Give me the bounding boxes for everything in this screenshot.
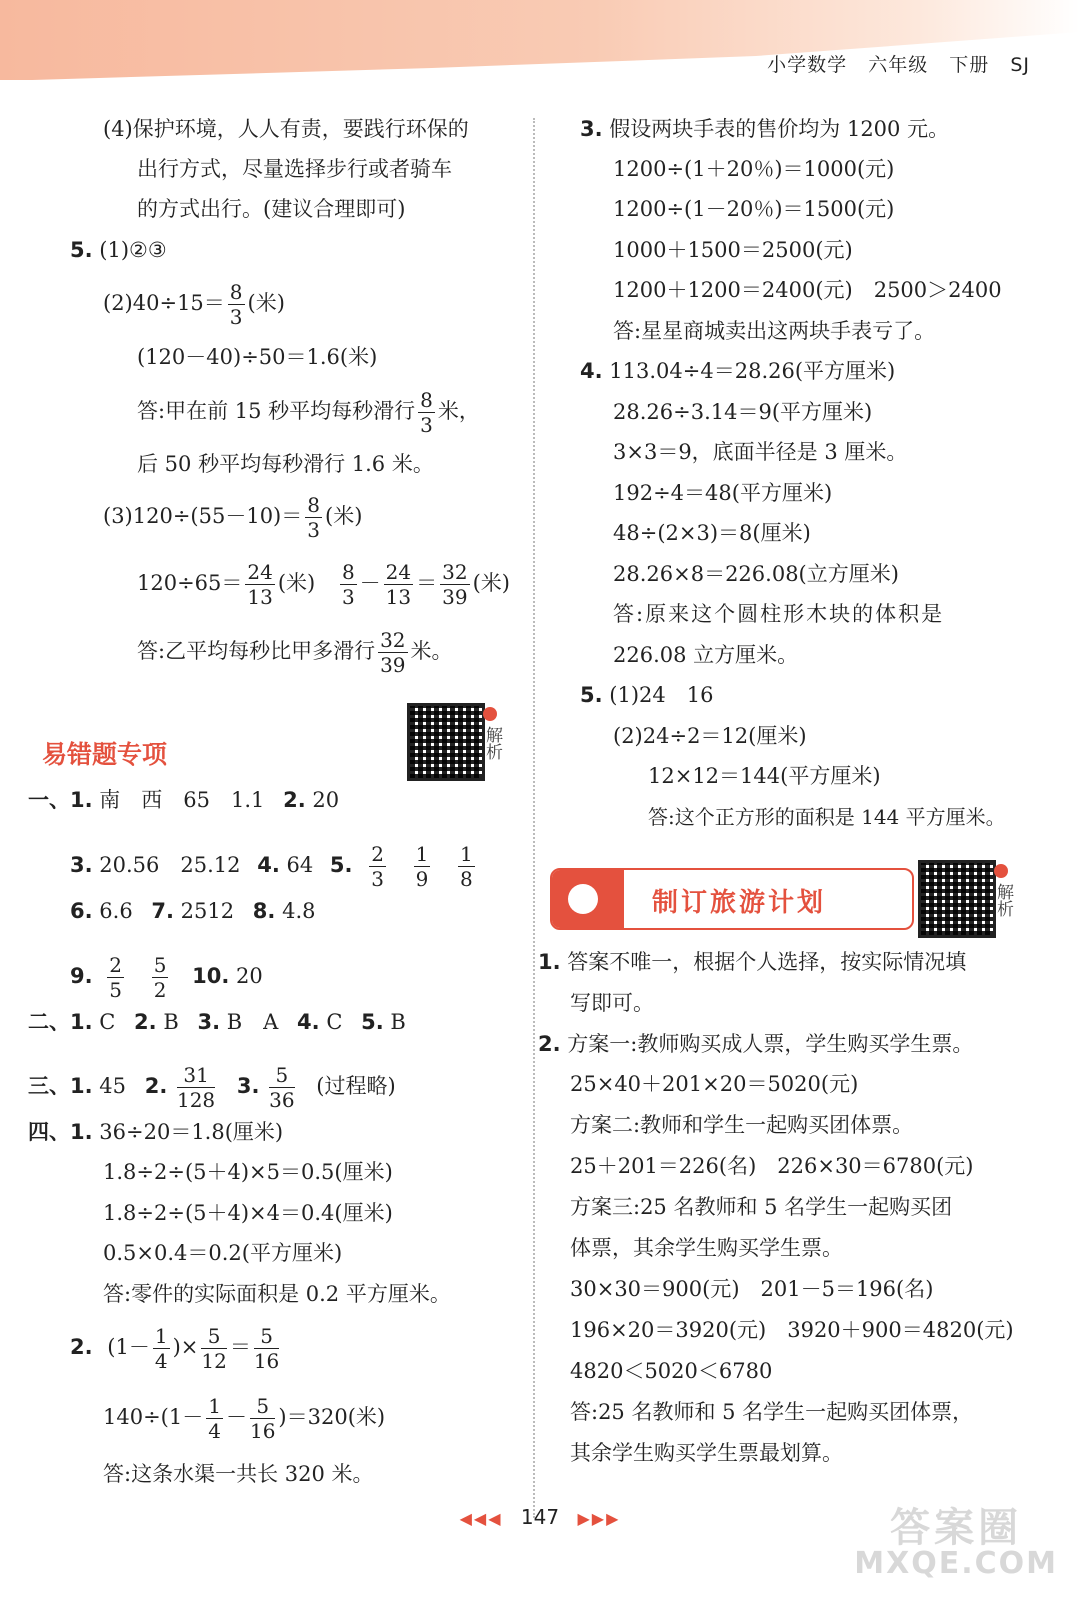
text-line: 4820＜5020＜6780 [570,1359,773,1383]
text-line: (4)保护环境，人人有责，要践行环保的 [103,117,469,141]
unit: (米) [277,571,316,595]
text-line: 方案三:25 名教师和 5 名学生一起购买团 [570,1195,953,1219]
question-number: 9. [70,964,93,988]
answer-text: C [326,1010,343,1034]
numerator: 8 [420,388,433,412]
section-title: 易错题专项 [42,740,168,769]
text-line: 3×3＝9，底面半径是 3 厘米。 [613,440,908,464]
question-number: 3. [197,1010,221,1034]
numerator: 1 [460,842,473,866]
banner-title: 制订旅游计划 [652,888,827,918]
fraction [369,842,386,891]
answer-line [70,1324,282,1373]
text-line: 1200÷(1＋20％)＝1000(元) [613,157,895,181]
fraction [458,842,475,891]
header-edition: SJ [1010,54,1030,76]
fraction [206,1394,223,1443]
fraction [152,953,169,1002]
operator: ＝ [416,571,438,595]
numerator: 32 [380,628,406,652]
equation: (2)40÷15＝ [103,291,225,315]
text-line: 答:这条水渠一共长 320 米。 [103,1462,374,1486]
header-volume: 下册 [949,54,990,76]
text-line: 12×12＝144(平方厘米) [648,764,881,788]
denominator: 3 [371,867,384,891]
answer-text: 45 [99,1074,127,1098]
fraction [305,493,322,542]
question-number: 5. [361,1010,384,1034]
numerator: 8 [307,493,320,517]
text-line: 1000＋1500＝2500(元) [613,238,853,262]
fraction [107,953,124,1002]
watermark-line2: MXQE.COM [854,1546,1058,1581]
unit: (米) [472,571,510,595]
question-number: 3. [580,117,603,141]
text-line: 体票，其余学生购买学生票。 [570,1236,843,1260]
answer-text: (1)24 16 [609,683,714,707]
answer-text: 米。 [410,639,453,663]
denominator: 13 [385,585,412,609]
equation: )× [172,1335,199,1359]
fraction [245,560,274,609]
text-line: 28.26×8＝226.08(立方厘米) [613,562,899,586]
fraction [153,1324,170,1373]
numerator: 5 [201,1324,226,1349]
numerator: 31 [177,1063,215,1088]
play-icon [994,864,1008,878]
banner-dot-icon [568,884,598,914]
answer-text: 113.04÷4＝28.26(平方厘米) [609,359,896,383]
numerator: 32 [442,560,468,584]
question-number: 10. [192,964,230,988]
text-line: 25×40＋201×20＝5020(元) [570,1072,859,1096]
answer-text: 答:乙平均每秒比甲多滑行 [137,639,376,663]
question-number: 6. [70,899,93,923]
answer-text: 64 [286,853,314,877]
watermark-line1: 答案圈 [890,1505,1023,1551]
text-line: 写即可。 [570,991,654,1015]
answer-line [28,1118,283,1146]
question-number: 5. [70,238,93,262]
equation: (1－ [107,1335,150,1359]
text-line: 0.5×0.4＝0.2(平方厘米) [103,1241,343,1265]
equation: 140÷(1－ [103,1405,204,1429]
fraction [418,388,435,437]
numerator: 2 [371,842,384,866]
denominator: 36 [269,1088,295,1112]
unit: (米) [325,504,363,528]
unit: (米) [247,291,285,315]
fraction [414,842,431,891]
text-line: 的方式出行。(建议合理即可) [137,197,406,221]
denominator: 3 [341,585,355,609]
text-line: 答:星星商城卖出这两块手表亏了。 [613,319,936,343]
text-line: 出行方式，尽量选择步行或者骑车 [137,157,452,181]
question-number: 2. [538,1032,561,1056]
text-line: (120－40)÷50＝1.6(米) [137,345,378,369]
denominator: 2 [153,978,167,1002]
header-info [753,50,1030,77]
prev-arrows-icon[interactable]: ◀◀◀ [459,1509,503,1528]
denominator: 13 [247,585,273,609]
answer-line [103,1394,385,1443]
answer-line [580,357,895,385]
question-number: 5. [580,683,603,707]
answer-text: C [99,1010,116,1034]
answer-line [103,493,362,542]
answer-line [28,1063,396,1112]
question-number: 7. [151,899,174,923]
answer-line [70,236,167,264]
question-number: 1. [538,950,561,974]
question-number: 2. [283,788,306,812]
answer-text: 假设两块手表的售价均为 1200 元。 [609,117,950,141]
denominator: 16 [253,1349,280,1373]
answer-line [28,786,339,814]
fraction [177,1063,215,1112]
qr-code[interactable] [918,860,996,938]
numerator: 2 [109,953,123,977]
answer-line [70,842,478,891]
denominator: 12 [201,1349,227,1373]
answer-line [137,388,480,437]
fraction [378,628,407,677]
text-line: 方案二:教师和学生一起购买团体票。 [570,1113,914,1137]
numerator: 1 [415,842,429,866]
numerator: 5 [254,1324,279,1349]
answer-text: 20 [312,788,340,812]
answer-line [103,280,285,329]
question-number: 4. [257,853,280,877]
answer-line [538,948,966,976]
answer-line [137,628,453,677]
operator: － [225,1405,247,1429]
answer-line [137,560,510,609]
question-number: 3. [70,853,93,877]
question-number: 三、1. [28,1074,93,1098]
numerator: 24 [385,560,412,584]
fraction [254,1324,279,1373]
answer-text: 答:甲在前 15 秒平均每秒滑行 [137,399,416,423]
text-line: 答:25 名教师和 5 名学生一起购买团体票， [570,1400,974,1424]
text-line: 1200÷(1－20％)＝1500(元) [613,197,895,221]
answer-text: 南 西 65 1.1 [99,788,265,812]
text-line: (2)24÷2＝12(厘米) [613,724,807,748]
fraction [384,560,413,609]
fraction [340,560,357,609]
answer-line [70,897,315,925]
question-number: 二、1. [28,1010,93,1034]
text-line: 后 50 秒平均每秒滑行 1.6 米。 [137,452,434,476]
answer-text: 米， [437,399,480,423]
question-number: 2. [70,1335,93,1359]
answer-line [580,115,949,143]
text-line: 30×30＝900(元) 201－5＝196(名) [570,1277,934,1301]
text-line: 196×20＝3920(元) 3920＋900＝4820(元) [570,1318,1014,1342]
answer-text: B [390,1010,406,1034]
question-number: 3. [236,1074,260,1098]
question-number: 一、1. [28,788,93,812]
answer-text: B [163,1010,179,1034]
text-line: 1.8÷2÷(5＋4)×5＝0.5(厘米) [103,1160,393,1184]
fraction [228,280,245,329]
question-number: 8. [252,899,276,923]
denominator: 9 [415,867,429,891]
play-icon [483,707,497,721]
fraction [250,1394,275,1443]
text-line: 1200＋1200＝2400(元) 2500＞2400 [613,278,1002,302]
numerator: 1 [208,1394,221,1418]
section-banner [550,868,914,930]
denominator: 3 [420,413,433,437]
text-line: 25＋201＝226(名) 226×30＝6780(元) [570,1154,974,1178]
numerator: 5 [250,1394,275,1419]
answer-text: (1)②③ [99,238,167,262]
denominator: 4 [154,1349,168,1373]
answer-text: 6.6 [99,899,133,923]
numerator: 5 [269,1063,294,1088]
text-line: 1.8÷2÷(5＋4)×4＝0.4(厘米) [103,1201,393,1225]
equation: (3)120÷(55－10)＝ [103,504,303,528]
question-number: 4. [580,359,603,383]
numerator: 1 [154,1324,168,1348]
answer-text: 2512 [180,899,235,923]
question-number: 4. [297,1010,320,1034]
text-line: 28.26÷3.14＝9(平方厘米) [613,400,873,424]
denominator: 39 [442,585,468,609]
denominator: 39 [380,653,406,677]
header-grade: 六年级 [868,54,929,76]
answer-text: 4.8 [282,899,316,923]
question-number: 2. [144,1074,168,1098]
qr-code[interactable] [407,703,485,781]
qr-label: 解析 [993,883,1013,917]
question-number: 5. [329,853,353,877]
answer-line [538,1030,973,1058]
answer-text: B A [226,1010,279,1034]
numerator: 24 [247,560,273,584]
answer-text: 答案不唯一，根据个人选择，按实际情况填 [567,950,967,974]
answer-line [28,1008,406,1036]
next-arrows-icon[interactable]: ▶▶▶ [577,1509,621,1528]
text-line: 答:零件的实际面积是 0.2 平方厘米。 [103,1282,451,1306]
watermark-logo [854,1505,1058,1582]
numerator: 8 [341,560,355,584]
denominator: 4 [208,1419,221,1443]
answer-text: 20.56 25.12 [99,853,241,877]
text-line: 192÷4＝48(平方厘米) [613,481,833,505]
equation: )＝320(米) [278,1405,386,1429]
text-line: 48÷(2×3)＝8(厘米) [613,521,811,545]
operator: － [359,571,381,595]
answer-line [580,681,713,709]
column-divider [533,118,535,1518]
denominator: 5 [109,978,123,1002]
denominator: 3 [307,518,320,542]
fraction [440,560,469,609]
text-line: 226.08 立方厘米。 [613,643,799,667]
question-number: 2. [134,1010,157,1034]
text-line: 答:原来这个圆柱形木块的体积是 [613,602,945,626]
denominator: 16 [249,1419,276,1443]
fraction [269,1063,294,1112]
header-subject: 小学数学 [767,54,848,76]
answer-text: 36÷20＝1.8(厘米) [99,1120,284,1144]
equation: 120÷65＝ [137,571,243,595]
text-line: 答:这个正方形的面积是 144 平方厘米。 [648,805,1006,829]
question-number: 四、1. [28,1120,93,1144]
numerator: 8 [229,280,243,304]
answer-text: 20 [236,964,263,988]
answer-text: 方案一:教师购买成人票，学生购买学生票。 [567,1032,974,1056]
denominator: 8 [460,867,473,891]
answer-text: (过程略) [316,1074,396,1098]
numerator: 5 [153,953,167,977]
text-line: 其余学生购买学生票最划算。 [570,1441,843,1465]
qr-label: 解析 [482,726,502,760]
answer-line [70,953,263,1002]
denominator: 128 [176,1088,216,1112]
fraction [201,1324,226,1373]
operator: ＝ [229,1335,251,1359]
denominator: 3 [229,305,243,329]
page-number: 147 [520,1505,560,1529]
